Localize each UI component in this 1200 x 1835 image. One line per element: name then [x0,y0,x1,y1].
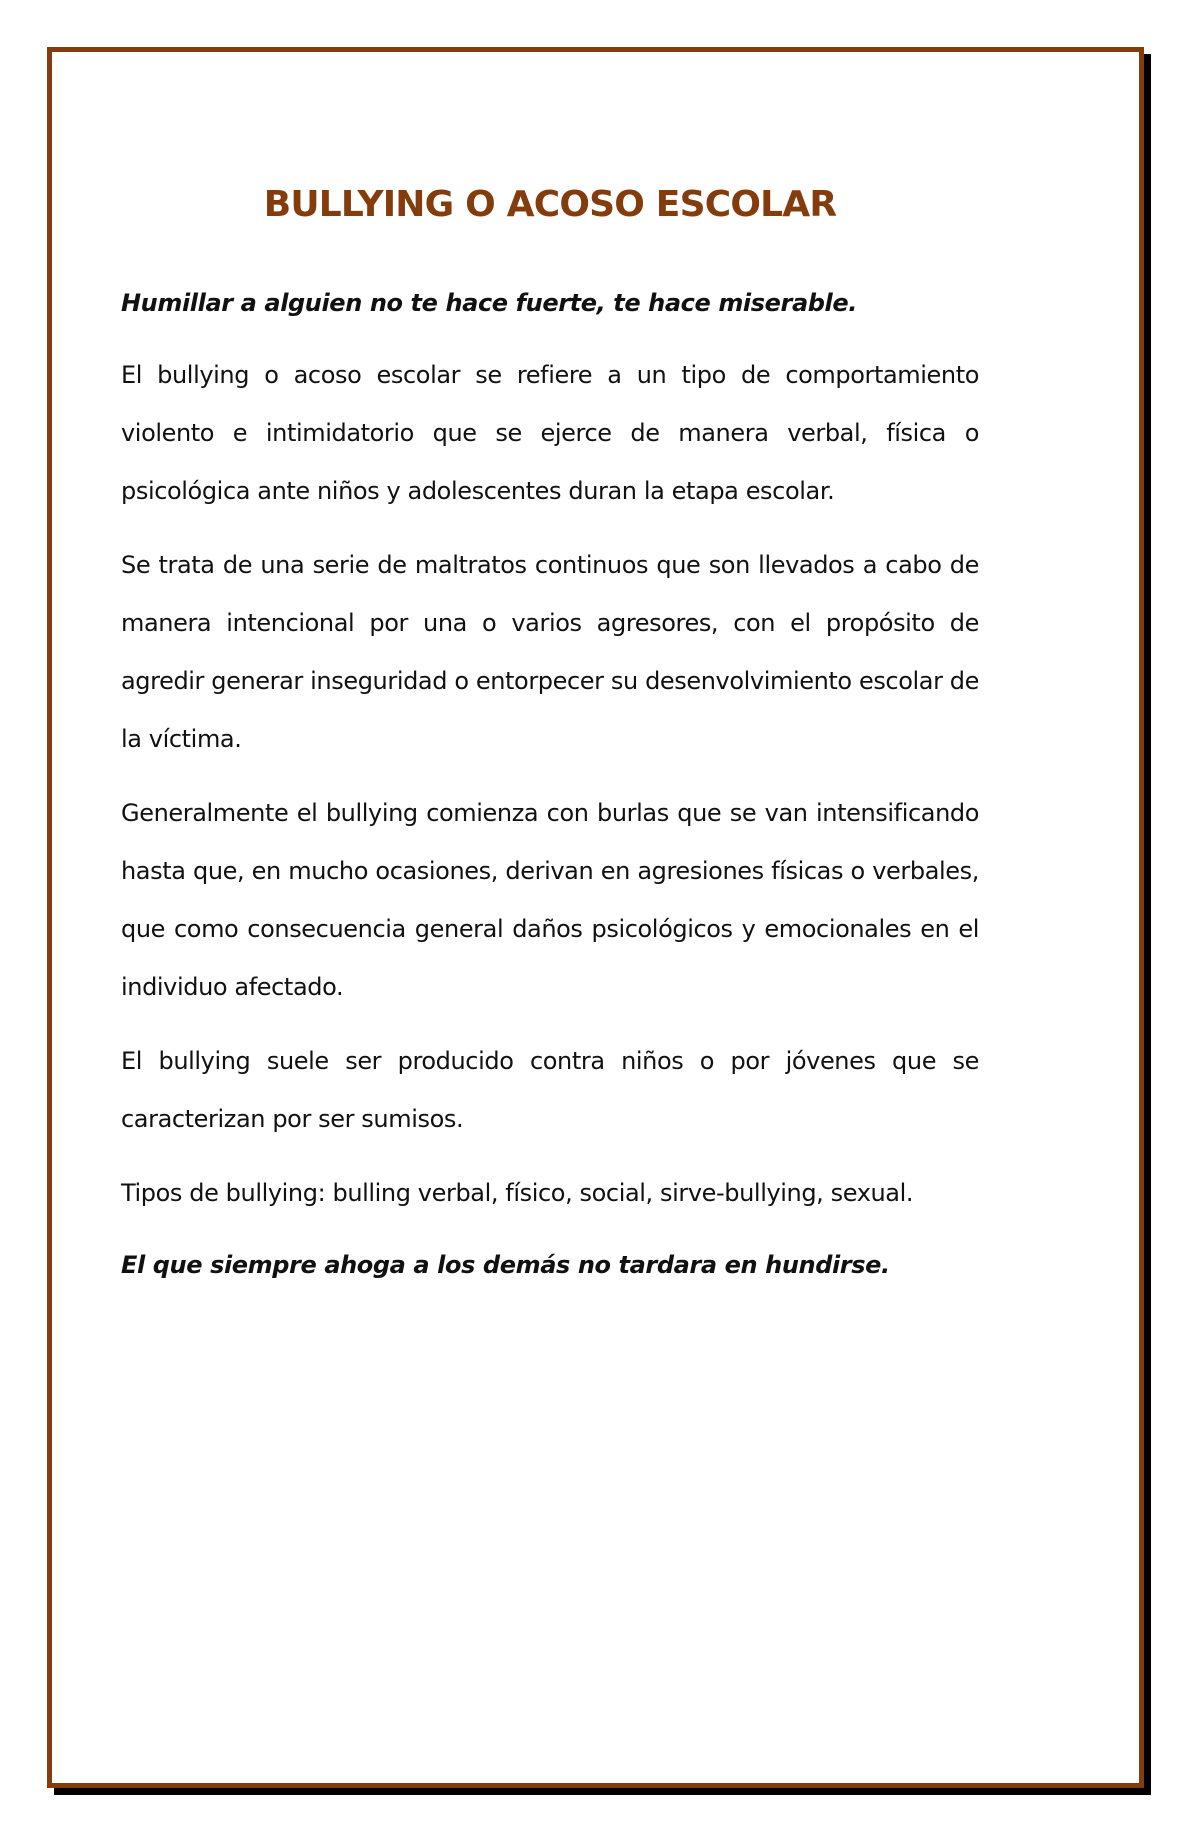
paragraph-maltratos: Se trata de una serie de maltratos continuos que son llevados a cabo de manera intencional por una o varios agresores, con el propósito de agredir generar inseguridad o entorpecer su desenvolvimiento escolar de la víctima. [121,551,979,753]
paragraph-types: Tipos de bullying: bulling verbal, físico, social, sirve-bullying, sexual. [121,1179,914,1207]
closing-quote: El que siempre ahoga a los demás no tardara en hundirse. [121,1251,890,1279]
document-content [121,170,979,1308]
paragraph-progression: Generalmente el bullying comienza con burlas que se van intensificando hasta que, en mucho ocasiones, derivan en agresiones físicas o verbales, que como consecuencia general daños psicológicos y emocionales en el individuo afectado. [121,799,979,1001]
opening-quote: Humillar a alguien no te hace fuerte, te hace miserable. [121,289,857,317]
paragraph-definition: El bullying o acoso escolar se refiere a un tipo de comportamiento violento e intimidatorio que se ejerce de manera verbal, física o psicológica ante niños y adolescentes duran la etapa escolar. [121,361,979,505]
paragraph-victims: El bullying suele ser producido contra niños o por jóvenes que se caracterizan por ser sumisos. [121,1047,979,1133]
document-title: BULLYING O ACOSO ESCOLAR [263,184,837,225]
